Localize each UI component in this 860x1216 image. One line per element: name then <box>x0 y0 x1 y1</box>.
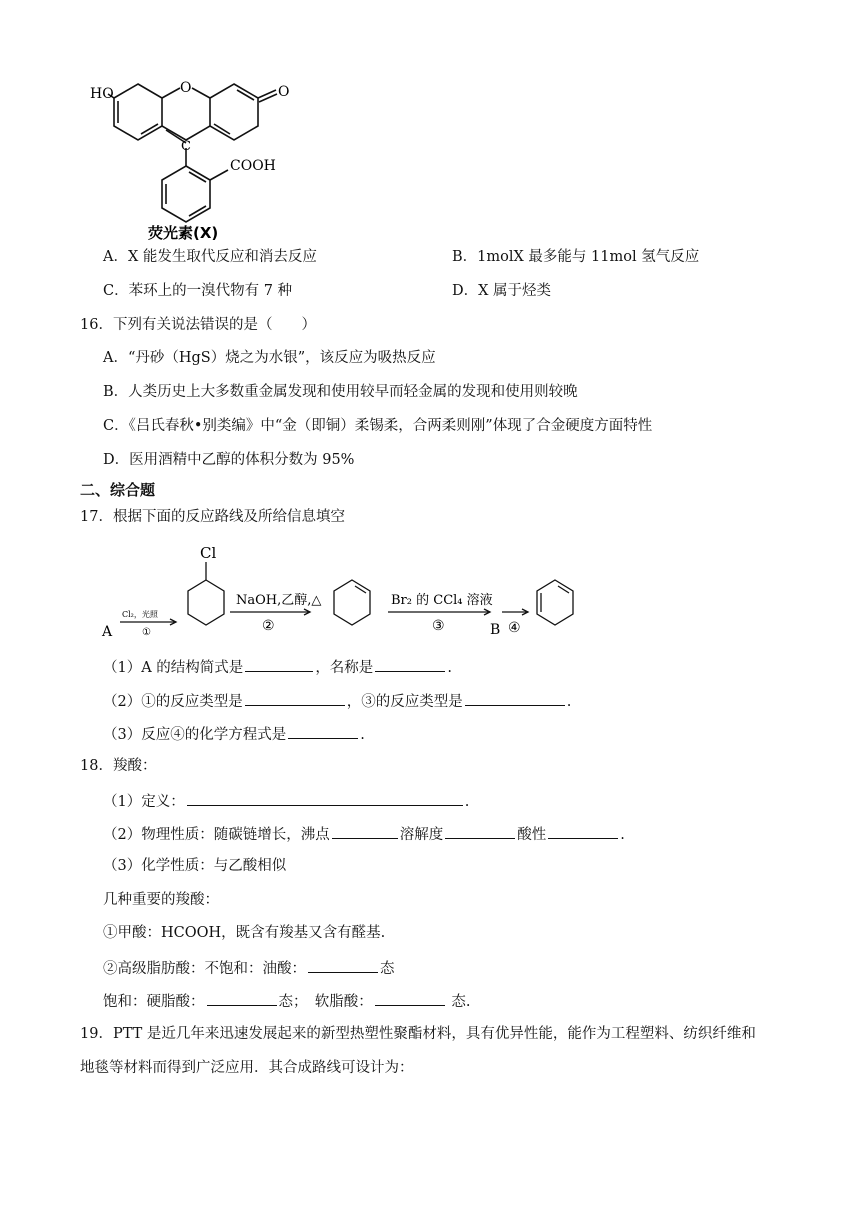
step1-reagent: Cl₂，光照 <box>122 610 158 619</box>
q18-higher-fatty <box>103 957 395 979</box>
q17-sub3-text: （3）反应④的化学方程式是 <box>103 727 287 743</box>
q17-stem: 17．根据下面的反应路线及所给信息填空 <box>80 509 345 525</box>
q17-sub3 <box>103 723 365 745</box>
ho-label: HO <box>90 86 114 102</box>
section-title: 二、综合题 <box>80 481 156 499</box>
cyclohexene-ring <box>334 580 370 625</box>
q17-sub1 <box>103 656 452 678</box>
step1-number: ① <box>142 627 151 638</box>
step3-reagent: Br₂ 的 CCl₄ 溶液 <box>391 593 493 608</box>
q15-option-a: A．X 能发生取代反应和消去反应 <box>103 249 317 265</box>
q18-formic-acid: ①甲酸：HCOOH，既含有羧基又含有醛基. <box>103 925 386 941</box>
scheme-b-label: B <box>490 622 501 638</box>
chlorocyclohexane-ring <box>188 580 224 625</box>
q17-sub2-text: （2）①的反应类型是 <box>103 694 243 710</box>
q19-line1: 19．PTT 是近几年来迅速发展起来的新型热塑性聚酯材料，具有优异性能，能作为工程塑料、纺织纤维和 <box>80 1026 756 1042</box>
q15-option-d: D．X 属于烃类 <box>452 283 552 299</box>
left-ring <box>114 84 162 140</box>
c-label: C <box>181 139 191 154</box>
step3-number: ③ <box>432 618 445 634</box>
structure-caption: 荧光素(X) <box>148 224 219 242</box>
q18-saturated-end: 态. <box>446 994 471 1010</box>
q17-blank-type3[interactable] <box>465 690 565 706</box>
q18-def-end: . <box>464 794 470 810</box>
q17-sub1-text: （1）A 的结构简式是 <box>103 660 244 676</box>
cooh-label: COOH <box>230 158 276 174</box>
q18-saturated-text2: 态； 软脂酸： <box>278 994 373 1010</box>
ring-o-label: O <box>180 80 192 96</box>
q16-option-d: D．医用酒精中乙醇的体积分数为 95% <box>103 452 355 468</box>
q17-sub2-text2: ，③的反应类型是 <box>346 694 463 710</box>
q18-higher-text: ②高级脂肪酸：不饱和：油酸： <box>103 961 306 977</box>
q18-phys-text: （2）物理性质：随碳链增长，沸点 <box>103 827 330 843</box>
q15-option-b: B．1molX 最多能与 11mol 氢气反应 <box>452 249 700 265</box>
q18-chemical: （3）化学性质：与乙酸相似 <box>103 858 287 874</box>
q18-blank-palmitic[interactable] <box>375 990 445 1006</box>
step4-number: ④ <box>508 620 521 636</box>
q18-definition <box>103 790 469 812</box>
q18-blank-oleic[interactable] <box>308 957 378 973</box>
q18-higher-end: 态 <box>380 961 395 977</box>
q18-important: 几种重要的羧酸： <box>103 892 219 908</box>
q17-blank-structure[interactable] <box>245 656 313 672</box>
scheme-a-label: A <box>102 624 113 640</box>
q17-sub1-end: . <box>447 660 452 676</box>
q16-option-a: A．“丹砂（HgS）烧之为水银”，该反应为吸热反应 <box>103 350 436 366</box>
q17-blank-name[interactable] <box>375 656 445 672</box>
q19-line2: 地毯等材料而得到广泛应用．其合成路线可设计为： <box>80 1060 414 1076</box>
q18-phys-text3: 酸性 <box>517 827 547 843</box>
q18-stem: 18．羧酸： <box>80 758 157 774</box>
q17-sub3-end: . <box>360 727 365 743</box>
q18-def-text: （1）定义： <box>103 794 185 810</box>
q18-saturated <box>103 990 470 1012</box>
q16-option-c: C．《吕氏春秋•别类编》中“金（即铜）柔锡柔，合两柔则刚”体现了合金硬度方面特性 <box>103 418 653 434</box>
step2-reagent: NaOH,乙醇,△ <box>236 593 322 608</box>
q16-option-b: B．人类历史上大多数重金属发现和使用较早而轻金属的发现和使用则较晚 <box>103 384 578 400</box>
q18-saturated-text: 饱和：硬脂酸： <box>103 994 205 1010</box>
q18-blank-boiling[interactable] <box>332 823 398 839</box>
q18-phys-end: . <box>620 827 625 843</box>
keto-o-label: O <box>278 84 290 100</box>
q15-option-c: C．苯环上的一溴代物有 7 种 <box>103 283 293 299</box>
q16-stem: 16．下列有关说法错误的是（ ） <box>80 317 316 333</box>
cl-label: Cl <box>200 544 217 562</box>
q18-blank-stearic[interactable] <box>207 990 277 1006</box>
q17-blank-equation[interactable] <box>288 723 358 739</box>
q17-reaction-scheme <box>98 540 598 650</box>
step2-number: ② <box>262 618 275 634</box>
q17-blank-type1[interactable] <box>245 690 345 706</box>
cyclohexadiene-ring <box>537 580 573 625</box>
q17-sub1-text2: ，名称是 <box>315 660 374 676</box>
q18-blank-acidity[interactable] <box>548 823 618 839</box>
q18-blank-definition[interactable] <box>187 790 463 806</box>
right-ring <box>210 84 258 140</box>
q18-physical <box>103 823 625 845</box>
q17-sub2-end: . <box>566 694 572 710</box>
q17-sub2 <box>103 690 571 712</box>
q18-blank-solubility[interactable] <box>445 823 515 839</box>
fluorescein-structure <box>90 70 330 242</box>
lower-ring <box>162 166 210 222</box>
q18-phys-text2: 溶解度 <box>399 827 444 843</box>
